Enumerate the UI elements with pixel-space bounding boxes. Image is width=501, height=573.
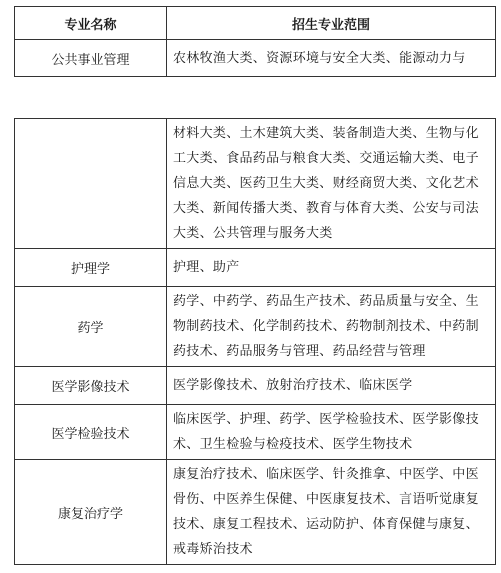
major-name-cell: 医学检验技术	[15, 405, 167, 460]
header-enrollment-range: 招生专业范围	[167, 7, 496, 40]
enrollment-range-cell: 材料大类、土木建筑大类、装备制造大类、生物与化工大类、食品药品与粮食大类、交通运输大类、电子信息大类、医药卫生大类、财经商贸大类、文化艺术大类、新闻传播大类、教育与体育大类、公安与司法大类、公共管理与服务大类	[167, 119, 496, 249]
table-row	[15, 287, 496, 367]
table-row	[15, 367, 496, 405]
major-name-cell: 康复治疗学	[15, 460, 167, 565]
table-row	[15, 249, 496, 287]
major-name-cell: 公共事业管理	[15, 40, 167, 77]
major-name-cell: 护理学	[15, 249, 167, 287]
major-name-cell: 药学	[15, 287, 167, 367]
enrollment-range-cell: 农林牧渔大类、资源环境与安全大类、能源动力与	[167, 40, 496, 77]
enrollment-range-cell: 护理、助产	[167, 249, 496, 287]
enrollment-range-cell: 临床医学、护理、药学、医学检验技术、医学影像技术、卫生检验与检疫技术、医学生物技术	[167, 405, 496, 460]
major-table-header-section	[14, 6, 496, 77]
table-header-row	[15, 7, 496, 40]
enrollment-range-cell: 药学、中药学、药品生产技术、药品质量与安全、生物制药技术、化学制药技术、药物制剂技术、中药制药技术、药品服务与管理、药品经营与管理	[167, 287, 496, 367]
table-row	[15, 405, 496, 460]
table-row	[15, 460, 496, 565]
enrollment-range-cell: 医学影像技术、放射治疗技术、临床医学	[167, 367, 496, 405]
enrollment-range-cell: 康复治疗技术、临床医学、针灸推拿、中医学、中医骨伤、中医养生保健、中医康复技术、言语听觉康复技术、康复工程技术、运动防护、体育保健与康复、戒毒矫治技术	[167, 460, 496, 565]
major-name-cell	[15, 119, 167, 249]
major-table-continued	[14, 118, 496, 565]
major-name-cell: 医学影像技术	[15, 367, 167, 405]
table-row	[15, 119, 496, 249]
header-major-name: 专业名称	[15, 7, 167, 40]
table-row	[15, 40, 496, 77]
